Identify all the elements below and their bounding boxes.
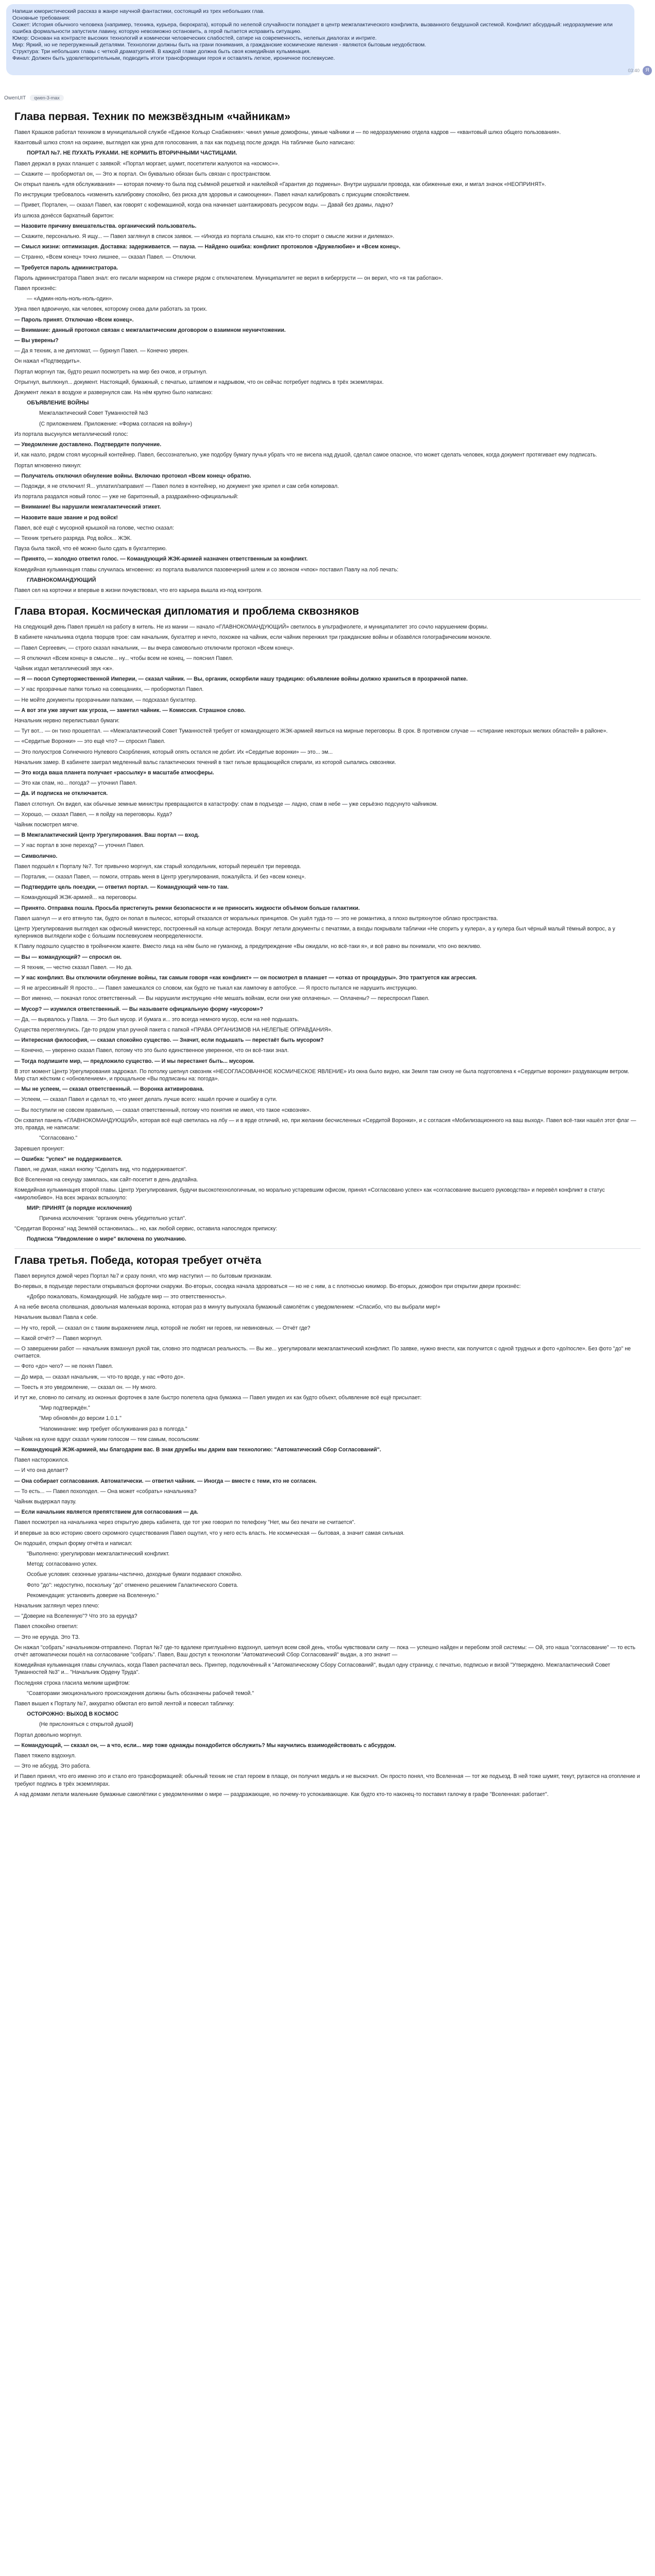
story-paragraph: Павел произнёс: bbox=[14, 285, 57, 292]
story-paragraph: — Порталик, — сказал Павел, — помоги, отправь меня в Центр урегулирования, пожалуйста. И без «всем конец». bbox=[14, 874, 306, 880]
story-paragraph: — Пароль принят. Отключаю «Всем конец». bbox=[14, 316, 134, 323]
story-paragraph: — Да. И подписка не отключается. bbox=[14, 790, 108, 797]
story-paragraph: — У нас прозрачные папки только на совещаниях, — пробормотал Павел. bbox=[14, 686, 204, 693]
story-paragraph: — Смысл жизни: оптимизация. Доставка: задерживается. — пауза. — Найдено ошибка: конфликт протоколов «Дружелюбие» и «Всем конец». bbox=[14, 244, 401, 250]
story-paragraph: — Внимание! Вы нарушили межгалактический этикет. bbox=[14, 504, 161, 511]
story-paragraph: Подписка "Уведомление о мире" включена по умолчанию. bbox=[27, 1236, 186, 1243]
story-paragraph: В этот момент Центр Урегулирования задрожал. По потолку шепнул сквозняк «НЕСОГЛАСОВАННОЕ КОСМИЧЕСКОЕ ЯВЛЕНИЕ» Из окна было видно, как Земля там снизу не была подготовлена к «Сердитые воронки» раздувающим ветром. Мир стал жёстким с «обновлением», и прощальное «Вы подписаны на: погода». bbox=[14, 1068, 629, 1082]
story-paragraph: — Требуется пароль администратора. bbox=[14, 264, 118, 271]
story-paragraph: Существа переглянулись. Где-то рядом упал ручной пакета с папкой «ПРАВА ОРГАНИЗМОВ НА НЕЛЕПЫЕ ОПРАВДАНИЯ». bbox=[14, 1027, 333, 1033]
story-paragraph: — Она собирает согласования. Автоматически. — ответил чайник. — Иногда — вместе с теми, кто не согласен. bbox=[14, 1478, 317, 1484]
story-paragraph: — Символично. bbox=[14, 853, 58, 859]
story-paragraph: Павел насторожился. bbox=[14, 1457, 70, 1464]
story-paragraph: — О завершении работ — начальник взмахнул рукой так, словно это подписал реальность. — Вы же... урегулировали межгалактический конфликт. По заявке, нужно внести, как получится с одной трудных и фото «до/после». Без фото "до" не считается. bbox=[14, 1345, 631, 1360]
story-paragraph: Во-первых, в подъезде перестали открываться форточки снаружи. Во-вторых, соседка начала здороваться — но не с ним, а с плотносью кикимор. Во-вторых, домофон при открытии двери произнёс: bbox=[14, 1283, 521, 1290]
story-paragraph: — Принято, — холодно ответил голос. — Командующий ЖЭК-армией назначен ответственным за конфликт. bbox=[14, 556, 308, 563]
story-paragraph: Рекомендация: установить доверие на Вселенную." bbox=[27, 1592, 159, 1599]
story-paragraph: — Уведомление доставлено. Подтвердите получение. bbox=[14, 442, 162, 448]
story-paragraph: Урна пвел вдвоичную, как человек, которому снова дали работать за троих. bbox=[14, 306, 208, 313]
assistant-header bbox=[4, 93, 64, 103]
story-paragraph: Из шлюза донёсся бархатный баритон: bbox=[14, 212, 114, 219]
story-paragraph: — Принято. Отправка пошла. Просьба пристегнуть ремни безопасности и не приносить жидкости объёмом больше галактики. bbox=[14, 905, 360, 911]
story-paragraph: — Скажите — пробормотал он, — Это ж портал. Он буквально обязан быть связан с пространством. bbox=[14, 171, 271, 177]
story-paragraph: Павел, всё ещё с мусорной крышкой на голове, честно сказал: bbox=[14, 524, 174, 531]
story-paragraph: Он схватил панель «ГЛАВНОКОМАНДУЮЩИЙ», которая всё ещё светилась на лбу — и в ярде отличий, но, при желании бесчисленных «Сердитой Воронки», и с согласия «Мобилизационного на ваш выход». Павел всё-таки нашёл этот флаг — это, правда, не написали: bbox=[14, 1117, 636, 1131]
user-message-line: Основные требования: bbox=[12, 15, 71, 21]
story-paragraph: — Командующий ЖЭК-армией... на переговоры. bbox=[14, 894, 137, 901]
story-paragraph: — Интересная философия, — сказал спокойно существо. — Значит, если подышать — перестаёт быть мусором? bbox=[14, 1037, 324, 1044]
story-paragraph: — Павел Сергеевич, — строго сказал начальник, — вы вчера самовольно отключили протокол «Всем конец». bbox=[14, 645, 295, 651]
story-paragraph: — Странно, «Всем конец» точно лишнее, — сказал Павел. — Отключи. bbox=[14, 254, 197, 261]
story-paragraph: — То есть... — Павел похолодел. — Она может «собрать» начальника? bbox=[14, 1488, 197, 1495]
story-paragraph: — Получатель отключил обнуление войны. Включаю протокол «Всем конец» обратно. bbox=[14, 472, 251, 479]
story-paragraph: — Внимание: данный протокол связан с межгалактическим договором о взаимном неуничтожении. bbox=[14, 327, 286, 333]
story-paragraph: — Назовите причину вмешательства. органический пользователь. bbox=[14, 223, 197, 229]
story-paragraph: — Не мойте документы прозрачными папками, — подсказал бухгалтер. bbox=[14, 697, 197, 703]
chapter-title: Глава третья. Победа, которая требует отчёта bbox=[14, 1254, 262, 1266]
user-message-bubble bbox=[6, 4, 634, 75]
story-paragraph: Чайник посмотрел мягче. bbox=[14, 822, 79, 828]
story-paragraph: (С приложением. Приложение: «Форма согласия на войну») bbox=[39, 420, 193, 427]
story-paragraph: — Вы — командующий? — спросил он. bbox=[14, 954, 122, 960]
user-message bbox=[0, 0, 655, 89]
story-paragraph: — Хорошо, — сказал Павел, — я пойду на переговоры. Куда? bbox=[14, 811, 173, 818]
story-paragraph: Чайник издал металлический звук «ж». bbox=[14, 665, 114, 672]
story-paragraph: Он нажал «Подтвердить». bbox=[14, 358, 81, 365]
story-paragraph: (Не прислоняться с открытой душой) bbox=[39, 1721, 133, 1728]
story-paragraph: А на небе висела сполвшная, довольная маленькая воронка, которая раз в минуту выпускала бумажный самолётик с уведомлением: «Спасибо, что вы выбрали мир!» bbox=[14, 1304, 440, 1311]
story-paragraph: Пароль администратора Павел знал: его писали маркером на стикере рядом с отключателем. Муниципалитет не верил в кибергрусти — он верил, что «я так работаю». bbox=[14, 275, 443, 281]
story-paragraph: — Мусор? — изумился ответственный. — Вы называете официальную форму «мусором»? bbox=[14, 1006, 263, 1012]
story-paragraph: Портал моргнул так, будто решил посмотреть на мир без очков, и отрыгнул. bbox=[14, 368, 208, 375]
story-paragraph: — А вот эти уже звучит как угроза, — заметил чайник. — Комиссия. Страшное слово. bbox=[14, 707, 246, 714]
story-paragraph: Из портала раздался новый голос — уже не баритонный, а раздражённо-официальный: bbox=[14, 494, 238, 500]
story-paragraph: — Назовите ваше звание и род войск! bbox=[14, 514, 118, 521]
assistant-answer bbox=[14, 106, 641, 1801]
story-paragraph: Павел вернулся домой через Портал №7 и сразу понял, что мир наступил — по бытовым признакам. bbox=[14, 1273, 272, 1279]
story-paragraph: Пауза была такой, что её можно было сдать в бухгалтерию. bbox=[14, 546, 167, 552]
story-paragraph: — Да я техник, а не дипломат, — буркнул Павел. — Конечно уверен. bbox=[14, 348, 189, 354]
story-paragraph: К Павлу подошло существо в тройничном жакете. Вместо лица на нём было не гуманоид, а предупреждение «Вы ожидали, но всё-таки я», и всё равно вы понимали, что оно вежливо. bbox=[14, 943, 481, 950]
story-paragraph: Метод: согласованно успех. bbox=[27, 1561, 98, 1568]
story-paragraph: Межгалактический Совет Туманностей №3 bbox=[39, 410, 148, 417]
assistant-name: OwenUIT bbox=[4, 95, 26, 101]
story-paragraph: — Это полуостров Солнечного Нулевого Скорбления, который опять остался не добит. Их «Сердитые воронки» — это... эм... bbox=[14, 749, 333, 755]
story-paragraph: — Техник третьего разряда. Род войск... ЖЭК. bbox=[14, 535, 132, 541]
story-paragraph: — Это как спам, но... погода? — уточнил Павел. bbox=[14, 780, 137, 787]
story-paragraph: «Добро пожаловать, Командующий. Не забудьте мир — это ответственность». bbox=[27, 1293, 227, 1300]
story-paragraph: На следующий день Павел пришёл на работу в китель. Не из мании — начало «ГЛАВНОКОМАНДУЮЩИЙ» светилось в ультрафиолете, и муниципалитет это сочло нарушением формы. bbox=[14, 624, 488, 631]
story-paragraph: — Тогда подпишите мир, — предложило существо. — И мы перестанет быть... мусором. bbox=[14, 1058, 255, 1064]
story-paragraph: Причина исключения: "органик очень убедительно устал". bbox=[39, 1215, 186, 1222]
story-paragraph: "Сердитая Воронка" над Землёй остановилась... но, как любой сервис, оставила напоследок приписку: bbox=[14, 1226, 278, 1232]
story-paragraph: Центр Урегулирования выглядел как офисный министерс, построенный на кольце астероида. Вокруг летали документы с печатями, а входы покрывали таблички «Не спорить у кулера», а у кулера был чёрный малый тёмный вопрос, а у кулерников выглядели кофе с большим послевкусием неопределенности. bbox=[14, 926, 615, 940]
story-paragraph: Фото "до": недоступно, поскольку "до" отменено решением Галактического Совета. bbox=[27, 1582, 238, 1588]
story-paragraph: Павел спокойно ответил: bbox=[14, 1623, 78, 1630]
story-paragraph: А над домами летали маленькие бумажные самолётики с уведомлениями о мире — раздражающие, но почему-то успокаивающие. Как будто кто-то наконец-то поставил галочку в графе "Вселенная: работает". bbox=[14, 1791, 549, 1798]
story-paragraph: Павел сел на корточки и впервые в жизни почувствовал, что его карьера вышла из-под контроля. bbox=[14, 587, 263, 594]
user-message-line: Структура: Три небольших главы с четкой драматургией. В каждой главе должна быть своя комедийная кульминация. bbox=[12, 48, 311, 55]
story-paragraph: Документ лежал в воздухе и развернулся сам. На нём крупно было написано: bbox=[14, 389, 213, 396]
story-paragraph: МИР: ПРИНЯТ (в порядке исключения) bbox=[27, 1205, 132, 1211]
chapter-title: Глава первая. Техник по межзвёздным «чайникам» bbox=[14, 111, 290, 123]
story-paragraph: — Это не абсурд. Это работа. bbox=[14, 1763, 91, 1770]
user-message-line: Напиши юмористический рассказ в жанре научной фантастики, состоящий из трех небольших глав. bbox=[12, 8, 265, 14]
story-paragraph: "Мир обновлён до версии 1.0.1." bbox=[39, 1415, 122, 1422]
story-paragraph: Комедийная кульминация второй главы. Центр Урегулирования, будучи высокотехнологичным, но морально устаревшим офисом, принял «Согласовано успех» как «согласование высшего руководства» и перевёл конфликт в статус «миролюбиво». На всех экранах вспыхнуло: bbox=[14, 1187, 605, 1201]
user-message-time: 03:40 bbox=[628, 68, 640, 73]
story-paragraph: — Успеем, — сказал Павел и сделал то, что умеет делать лучше всего: нашёл прочие и ошибку в сути. bbox=[14, 1096, 278, 1103]
story-paragraph: — Какой отчёт? — Павел моргнул. bbox=[14, 1335, 102, 1342]
chapter bbox=[14, 605, 641, 1243]
story-paragraph: Комедийная кульминация главы случилась, когда Павел распечатал весь. Принтер, подключённый к "Автоматическому Сбору Согласований", выдал одну страницу, с печатью, подписью и визой "Утверждено. Межгалактический Совет Туманностей №3" и... "Начальник Ордену Труда". bbox=[14, 1662, 610, 1676]
story-paragraph: Павел, не думая, нажал кнопку "Сделать вид, что поддерживается". bbox=[14, 1166, 187, 1173]
story-paragraph: Квантовый шлюз стоял на окраине, выглядел как урна для голосования, а пах как подъезд после дождя. На табличке было написано: bbox=[14, 140, 355, 146]
story-paragraph: — «Админ-ноль-ноль-ноль-один». bbox=[27, 296, 113, 302]
story-paragraph: "Согласовано." bbox=[39, 1135, 78, 1142]
story-paragraph: Павел подошёл к Порталу №7. Тот привычно моргнул, как старый холодильник, который перешёл три перевода. bbox=[14, 863, 301, 870]
story-paragraph: Начальник заглянул через плечо: bbox=[14, 1603, 99, 1609]
story-paragraph: Павел шагнул — и его втянуло так, будто он попал в пылесос, который отказался от моральных принципов. Он ушёл туда-то — это не романтика, а плохо вытряхнутое облако пространства. bbox=[14, 915, 498, 922]
story-paragraph: Он открыл панель «для обслуживания» — которая почему-то была под съёмной решеткой и наклейкой «Гарантия до подмены». Внутри шуршали провода, как обиженные ежи, и мигал значок «НЕОПРИНЯТ». bbox=[14, 181, 546, 188]
story-paragraph: — Я не агрессивный! Я просто... — Павел замешкался со словом, как будто не тыкал как лампочку в автобусе. — Я просто пытался не нарушить инструкцию. bbox=[14, 985, 418, 992]
story-paragraph: Комедийная кульминация главы случилась мгновенно: из портала вывалился пазовечерний шлем и со звонком «чпок» поставил Павлу на лоб печать: bbox=[14, 566, 399, 573]
story-paragraph: — Это когда ваша планета получает «рассылку» в масштабе атмосферы. bbox=[14, 769, 214, 776]
story-paragraph: Он нажал "собрать" начальником-отправлено. Портал №7 где-то вдалеке приглушённо вздохнул, шепнул всем свой день, чтобы чувствовали силу — пока — успешно найден и перебоям этой системы: — Ой, это наша "согласование" — то есть отчёт автоматически пошёл на согласование "собрать". Павел, Ваш доступ к технологии "Автоматический Сбор Согласований" выдан, а это значит — bbox=[14, 1644, 635, 1658]
story-paragraph: — Привет, Портален, — сказал Павел, как говорят с кофемашиной, когда она начинает шантажировать ресурсом воды. — Давай без драмы, ладно? bbox=[14, 202, 393, 209]
chapter bbox=[14, 110, 641, 594]
story-paragraph: — В Межгалактический Центр Урегулирования. Ваш портал — вход. bbox=[14, 832, 200, 839]
story-paragraph: Всё Вселенная на секунду замялась, как сайт-посетит в день дедлайна. bbox=[14, 1177, 198, 1183]
chapter-title: Глава вторая. Космическая дипломатия и проблема сквозняков bbox=[14, 605, 359, 618]
story-paragraph: — "Доверие на Вселенную"? Что это за ерунда? bbox=[14, 1613, 137, 1620]
story-paragraph: — До мира, — сказал начальник, — что-то вроде, у нас «Фото до». bbox=[14, 1374, 185, 1380]
story-paragraph: Отрыгнул, выплюнул... документ. Настоящий, бумажный, с печатью, штампом и надрывом, что он сейчас потребует подпись в трёх экземплярах. bbox=[14, 379, 384, 385]
user-message-line: Сюжет: История обычного человека (например, техника, курьера, бюрократа), который по нелепой случайности попадает в центр межгалактического конфликта, вызванного бездушной системой. Конфликт абсурдный: недоразумение или ошибка формальности запустили лавину, которую невозможно остановить, а герой пытается исправить ситуацию. bbox=[12, 22, 613, 35]
story-paragraph: Павел тяжело вздохнул. bbox=[14, 1753, 76, 1759]
story-paragraph: "Соавторами эмоционального происхождения должны быть обозначены рабочей темой." bbox=[27, 1690, 254, 1697]
story-paragraph: Особые условия: сезонные ураганы-частично, доходные бумаги подавают спокойно. bbox=[27, 1571, 243, 1578]
story-paragraph: В кабинете начальника отдела творцов трое: сам начальник, бухгалтер и нечто, похожее на чайник, если чайник перенжил три гражданские войны и обзавёлся голографическим монокле. bbox=[14, 634, 492, 641]
story-paragraph: — У нас портал в зоне переход? — уточнил Павел. bbox=[14, 842, 145, 849]
user-message-line: Мир: Яркий, но не перегруженный деталями. Технологии должны быть на грани понимания, а гражданские космические явления - являются бытовым неудобством. bbox=[12, 42, 426, 48]
story-paragraph: — Вы поступили не совсем правильно, — сказал ответственный, потому что понятия не имел, что такое «сквозняк». bbox=[14, 1107, 311, 1113]
story-paragraph: "Напоминание: мир требует обслуживания раз в полгода." bbox=[39, 1426, 187, 1432]
model-badge[interactable]: qwen-3-max bbox=[30, 95, 64, 101]
story-paragraph: Павел сглотнул. Он видел, как обычные земные министры превращаются в катастрофу: спам в подъезде — ладно, спам в небе — уже серьёзно подсунуто чайником. bbox=[14, 801, 438, 807]
story-paragraph: — Я — посол Суперторжественной Империи, — сказал чайник. — Вы, органик, оскорбили нашу традицию: объявление войны должно храниться в прозрачной папке. bbox=[14, 676, 468, 683]
story-paragraph: — Ошибка: "успех" не поддерживается. bbox=[14, 1156, 123, 1162]
story-paragraph: — Я отключил «Всем конец» в смысле... ну... чтобы всем не конец, — пояснил Павел. bbox=[14, 655, 233, 662]
story-paragraph: — Вот именно, — покачал голос ответственный. — Вы нарушили инструкцию «Не мешать войнам, если они уже оплачены». — Оплачены? — переспросил Павел. bbox=[14, 995, 429, 1002]
story-paragraph: Начальник вызвал Павла к себе. bbox=[14, 1314, 98, 1321]
story-paragraph: Портал мгновенно пикнул: bbox=[14, 462, 82, 469]
story-paragraph: — «Сердитые Воронки» — это ещё что? — спросил Павел. bbox=[14, 738, 166, 745]
story-paragraph: — Это не ерунда. Это ТЗ. bbox=[14, 1634, 80, 1640]
story-paragraph: Павел посмотрел на начальника через открытую дверь кабинета, где тот уже говорил по телефону "Нет, мы без печати не считается". bbox=[14, 1519, 356, 1526]
story-paragraph: — Ну что, герой, — сказал он с таким выражением лица, которой не любят ни героев, ни невиновных. — Отчёт где? bbox=[14, 1325, 311, 1331]
story-paragraph: — Да, — вырвалось у Павла. — Это был мусор. И бумага и... это всегда немного мусор, если на неё подышать. bbox=[14, 1016, 299, 1023]
story-paragraph: Павел держал в руках планшет с заявкой: «Портал моргает, шумит, посетители жалуются на «космос»». bbox=[14, 160, 280, 167]
story-paragraph: Начальник замер. В кабинете заиграл медленный вальс галактических течений в такт гильзе вращающейся спирали, из которой сыпались сквозняки. bbox=[14, 759, 397, 766]
story-paragraph: Чайник выдержал паузу. bbox=[14, 1499, 77, 1505]
story-paragraph: "Выполнено: урегулирован межгалактический конфликт. bbox=[27, 1551, 170, 1557]
story-paragraph: Павел вышел к Порталу №7, аккуратно обмотал его витой лентой и повесил табличку: bbox=[14, 1701, 234, 1707]
chapter bbox=[14, 1254, 641, 1799]
user-message-line: Финал: Должен быть удовлетворительным, подводить итоги трансформации героя и оставлять легкое, ироничное послевкусие. bbox=[12, 55, 335, 61]
story-paragraph: "Мир подтверждён." bbox=[39, 1405, 90, 1412]
story-paragraph: — Командующий ЖЭК-армией, мы благодарим вас. В знак дружбы мы дарим вам технологию: "Автоматический Сбор Согласований". bbox=[14, 1446, 382, 1453]
story-paragraph: Заревшел пронуют: bbox=[14, 1145, 65, 1152]
story-paragraph: Начальник нервно перелистывал бумаги: bbox=[14, 717, 120, 724]
story-paragraph: Чайник на кухне вдруг сказал чужим голосом — тем самым, посольским: bbox=[14, 1436, 200, 1443]
story-paragraph: Он подошёл, открыл форму отчёта и написал: bbox=[14, 1540, 132, 1547]
story-paragraph: ОСТОРОЖНО: ВЫХОД В КОСМОС bbox=[27, 1711, 118, 1718]
story-paragraph: По инструкции требовалось «изменить калибровку спокойно, без риска для здоровья и самооценки». Павел начал калибровать с присущим спокойствием. bbox=[14, 192, 410, 198]
story-paragraph: И Павел принял, что его именно это и стало его трансформацией: обычный техник не стал героем в плаще, он получил медаль и не выскочил. Он просто понял, что Вселенная — тот же подъезд. В ней тоже шумят, текут, ругаются на отопление и требуют подпись в трёх экземплярах. bbox=[14, 1773, 640, 1787]
story-paragraph: — Подтвердите цель поездки, — ответил портал. — Командующий чем-то там. bbox=[14, 884, 229, 891]
chapter-divider bbox=[14, 599, 641, 600]
story-paragraph: И впервые за всю историю своего скромного существования Павел ощутил, что у него есть власть. Не космическая — бытовая, а значит самая сильная. bbox=[14, 1530, 405, 1536]
story-paragraph: ОБЪЯВЛЕНИЕ ВОЙНЫ bbox=[27, 400, 89, 406]
story-paragraph: — Мы не успеем, — сказал ответственный. — Воронка активирована. bbox=[14, 1086, 204, 1093]
story-paragraph: — Тут вот... — он тихо прошептал. — «Межгалактический Совет Туманностей требует от командующего ЖЭК-армией явиться на мирные переговоры. В срок. В противном случае — «стирание некоторых мелких областей» в районе». bbox=[14, 728, 608, 735]
story-paragraph: — Вы уверены? bbox=[14, 337, 59, 344]
story-paragraph: Последняя строка гласила мелким шрифтом: bbox=[14, 1680, 130, 1686]
story-paragraph: — Конечно, — уверенно сказал Павел, потому что это было единственное уверенное, что он всё-таки знал. bbox=[14, 1047, 289, 1054]
story-paragraph: — У нас конфликт. Вы отключили обнуление войны, так самым говоря «как конфликт» — он посмотрел в планшет — «отказ от процедуры». Это трактуется как агрессия. bbox=[14, 975, 477, 981]
story-paragraph: — Если начальник является препятствием для согласования — да. bbox=[14, 1509, 198, 1516]
story-paragraph: — Тоесть я это уведомление, — сказал он. — Ну много. bbox=[14, 1384, 157, 1391]
story-paragraph: ГЛАВНОКОМАНДУЮЩИЙ bbox=[27, 577, 96, 583]
story-paragraph: Портал довольно моргнул. bbox=[14, 1732, 82, 1738]
story-paragraph: Павел Крашков работал техником в муниципальной службе «Единое Кольцо Снабжения»: чинил умные домофоны, умные чайники и — по недоразумению отдела кадров — «квантовый шлюз общего пользования». bbox=[14, 129, 561, 135]
story-paragraph: И, как назло, рядом стоял мусорный контейнер. Павел, бессознательно, уже подобру бумагу пучья убрать что не висела над душой, сделал самое опасное, что может сделать человек, когда документ протягивает ему подписать. bbox=[14, 452, 597, 459]
story-paragraph: — И что она делает? bbox=[14, 1467, 68, 1474]
story-paragraph: И тут же, словно по сигналу, из оконных форточек в зале быстро полетела одна бумажка — Павел увидел их как будто объект, объявление всё ещё присылает: bbox=[14, 1394, 422, 1401]
story-paragraph: — Командующий, — сказал он, — а что, если... мир тоже однажды понадобится обслужить? Мы научились взаимодействовать с абсурдом. bbox=[14, 1742, 396, 1749]
story-paragraph: — Скажите, персонально. Я ищу... — Павел заглянул в список заявок. — «Иногда из портала слышно, как кто-то спорит о смысле жизни и дилемах». bbox=[14, 233, 394, 240]
chapter-divider bbox=[14, 1248, 641, 1249]
story-paragraph: — Фото «до» чего? — не понял Павел. bbox=[14, 1363, 113, 1370]
story-paragraph: ПОРТАЛ №7. НЕ ПУХАТЬ РУКАМИ. НЕ КОРМИТЬ ВТОРИЧНЫМИ ЧАСТИЦАМИ. bbox=[27, 150, 237, 157]
story-paragraph: — Я техник, — честно сказал Павел. — Но да. bbox=[14, 964, 133, 971]
story-paragraph: Из портала высунулся металлический голос: bbox=[14, 431, 128, 437]
story-paragraph: — Подожди, я не отключил! Я... уплатил/заправил! — Павел полез в контейнер, но документ уже хрипел и сам себя копировал. bbox=[14, 483, 339, 489]
user-avatar[interactable]: Я bbox=[643, 66, 652, 75]
user-message-line: Юмор: Основан на контрасте высоких технологий и комически человеческих слабостей, сатире на современность, нелепых диалогах и интриге. bbox=[12, 35, 377, 41]
